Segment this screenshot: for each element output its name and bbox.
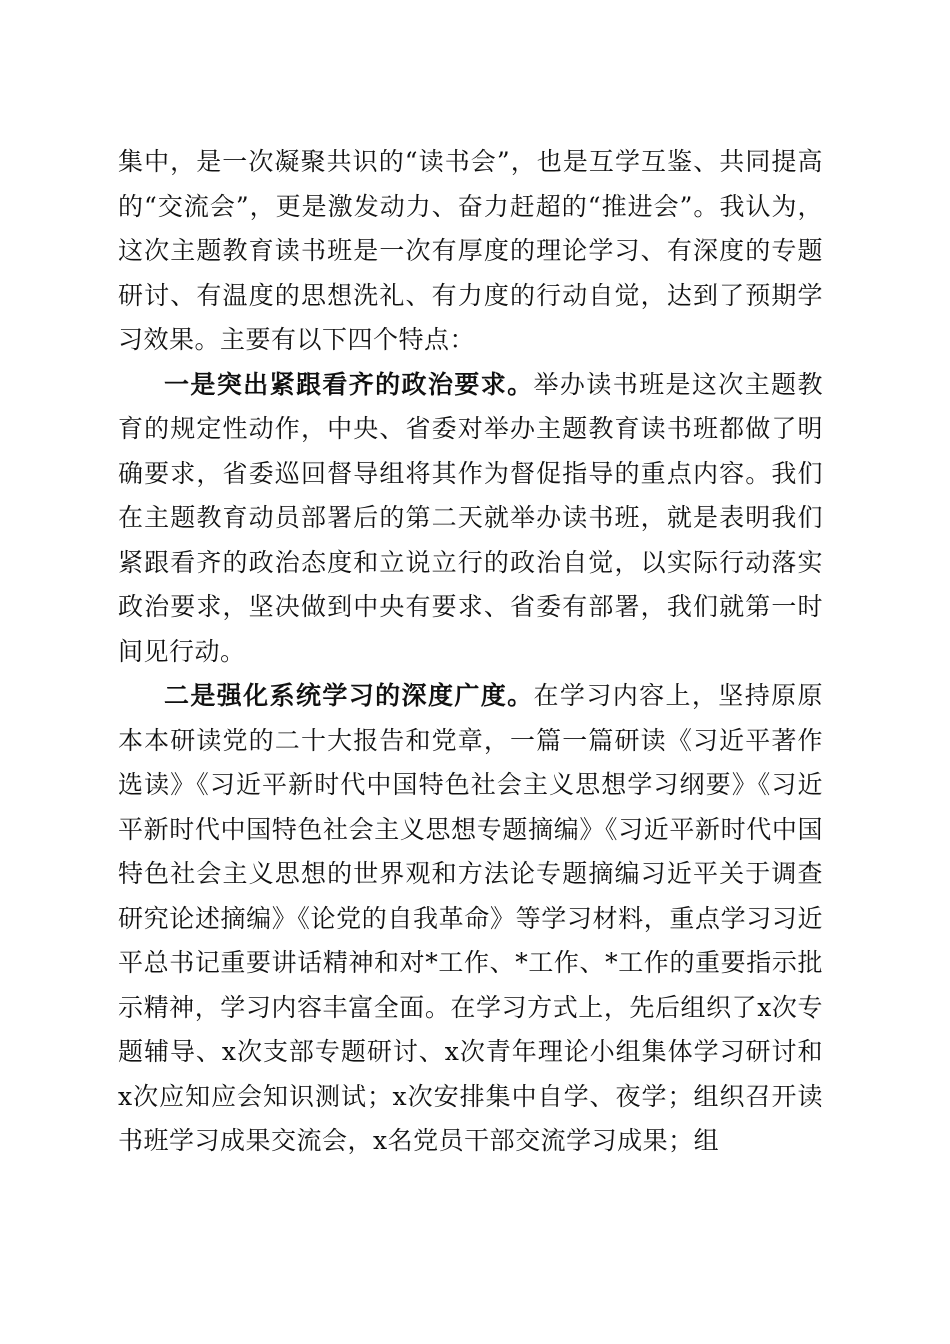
paragraph-body: 在学习内容上，坚持原原本本研读党的二十大报告和党章，一篇一篇研读《习近平著作选读》《习近平新时代中国特色社会主义思想学习纲要》《习近平新时代中国特色社会主义思想专题摘编》《习近平新时代中国特色社会主义思想的世界观和方法论专题摘编习近平关于调查研究论述摘编》《论党的自我革命》等学习材料，重点学习习近平总书记重要讲话精神和对*工作、*工作、*工作的重要指示批示精神，学习内容丰富全面。在学习方式上，先后组织了x次专题辅导、x次支部专题研讨、x次青年理论小组集体学习研讨和x次应知应会知识测试；x次安排集中自学、夜学；组织召开读书班学习成果交流会，x名党员干部交流学习成果；组 (118, 681, 823, 1155)
paragraph-heading: 一是突出紧跟看齐的政治要求。 (164, 369, 534, 399)
paragraph-heading: 二是强化系统学习的深度广度。 (164, 681, 534, 710)
document-page (118, 140, 823, 1164)
paragraph-intro (118, 140, 823, 363)
paragraph-body: 举办读书班是这次主题教育的规定性动作，中央、省委对举办主题教育读书班都做了明确要求，省委巡回督导组将其作为督促指导的重点内容。我们在主题教育动员部署后的第二天就举办读书班，就是表明我们紧跟看齐的政治态度和立说立行的政治自觉，以实际行动落实政治要求，坚决做到中央有要求、省委有部署，我们就第一时间见行动。 (118, 369, 823, 666)
paragraph-body: 集中，是一次凝聚共识的“读书会”，也是互学互鉴、共同提高的“交流会”，更是激发动力、奋力赶超的“推进会”。我认为，这次主题教育读书班是一次有厚度的理论学习、有深度的专题研讨、有温度的思想洗礼、有力度的行动自觉，达到了预期学习效果。主要有以下四个特点： (118, 147, 823, 354)
paragraph-feature-2 (118, 674, 823, 1164)
paragraph-feature-1 (118, 363, 823, 675)
